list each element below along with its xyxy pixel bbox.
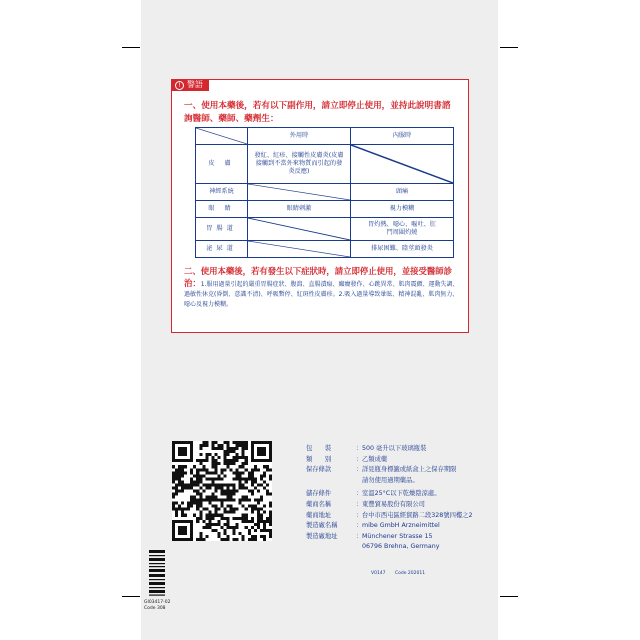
info-key: 類 別 [306, 455, 332, 463]
info-row [306, 476, 472, 487]
table-header-row [196, 128, 454, 145]
table-row-label: 神經系統 [196, 184, 248, 201]
info-value: 500 毫升以下玻璃瓶裝 [362, 445, 427, 452]
table-corner-cell [196, 128, 248, 145]
table-cell-external: 眼睛刺激 [248, 201, 351, 218]
table-row [196, 201, 454, 218]
side-effects-table [195, 127, 454, 258]
table-cell-internal: 視力模糊 [351, 201, 454, 218]
info-row: 製造廠地址 ： Münchener Strasse 15 [306, 532, 472, 543]
table-cell-internal: 排尿困難、陰莖頭發炎 [351, 241, 454, 258]
info-value: Münchener Strasse 15 [362, 532, 433, 540]
table-cell-external: 發紅、紅疹、接觸性皮膚炎(皮膚接觸到不當外來物質而引起的發炎反應) [248, 145, 351, 184]
info-key: 製造廠地址 [306, 532, 338, 540]
warning-heading-2: 二、使用本藥後，若有發生以下症狀時，請立即停止使用，並接受醫師診治： [184, 266, 452, 288]
info-value: 詳見瓶身標籤或紙盒上之保存期限 [362, 466, 457, 474]
table-row [196, 241, 454, 258]
info-value: 室溫25°C以下乾燥陰涼處。 [362, 490, 441, 498]
table-header-external: 外用時 [248, 128, 351, 145]
info-key [306, 476, 356, 487]
crop-mark [500, 47, 518, 48]
warning-tab [171, 79, 209, 91]
warning-heading-1: 一、使用本藥後，若有以下副作用，請立即停止使用，並持此說明書諮詢醫師、藥師、藥劑生： [184, 101, 451, 124]
info-row: 製造廠名稱 ： mibe GmbH Arzneimittel [306, 521, 472, 532]
info-row: 類 別 ： 乙類成藥 [306, 455, 472, 466]
table-row-label: 皮 膚 [196, 145, 248, 184]
table-cell-internal: 胃灼熱、噁心、嘔吐、肛門周圍灼燒 [351, 218, 454, 241]
info-row: 包 裝 ： 500 毫升以下玻璃瓶裝 [306, 444, 472, 455]
info-key: 儲存條件 [306, 490, 332, 498]
exclamation-circle-icon: ! [175, 81, 184, 90]
info-key [306, 542, 356, 553]
info-value: 06796 Brehna, Germany [362, 543, 440, 551]
info-row: 藥商地址 ： 台中市西屯區經貿路二段328號四樓之2 [306, 511, 472, 522]
crop-mark [122, 47, 140, 48]
crop-mark [500, 596, 518, 597]
version-code: V0147 [371, 571, 386, 576]
info-value: 請勿使用過期藥品。 [362, 476, 419, 484]
crop-mark [122, 596, 140, 597]
table-cell-empty [248, 184, 351, 201]
info-value: 乙類成藥 [362, 455, 388, 463]
info-key: 藥商名稱 [306, 500, 332, 508]
table-header-internal: 內服時 [351, 128, 454, 145]
warning-tab-label: 警語 [187, 80, 203, 89]
barcode-label-line-2: Code 308 [144, 606, 166, 611]
table-row [196, 184, 454, 201]
warning-section-2 [184, 266, 460, 310]
table-row-label: 胃腸道 [196, 218, 248, 241]
info-value: mibe GmbH Arzneimittel [362, 522, 440, 530]
qr-code [172, 441, 272, 541]
print-code: Code 202011 [394, 571, 426, 576]
product-info [306, 444, 472, 553]
table-cell-internal: 頭痛 [351, 184, 454, 201]
pharmacode-barcode [149, 550, 165, 596]
info-row: 藥商名稱 ： 東豐貿易股份有限公司 [306, 500, 472, 511]
table-cell-empty [351, 145, 454, 184]
info-row: 儲存條件 ： 室溫25°C以下乾燥陰涼處。 [306, 489, 472, 500]
info-key: 製造廠名稱 [306, 522, 338, 530]
version-codes [371, 571, 433, 576]
info-key: 保存條款 [306, 466, 332, 474]
info-value: 台中市西屯區經貿路二段328號四樓之2 [362, 511, 473, 519]
table-row-label: 眼 睛 [196, 201, 248, 218]
warning-body-2: 1.服用過量引起的嚴重胃腸症狀、腹瀉、直腸潰瘍、癲癇發作、心跳異常、肌肉震顫、運動失調、過敏性休克(昏倒、意識不清)、呼吸暫停、紅斑性皮膚疹。2.吸入過量導致暈眩、精神混亂、肌肉無力、噁心及視力模糊。 [184, 281, 459, 308]
table-cell-empty [248, 241, 351, 258]
warning-box [171, 79, 469, 333]
table-row-label: 泌尿道 [196, 241, 248, 258]
info-key: 包 裝 [306, 445, 332, 452]
info-row [306, 542, 472, 553]
barcode-label [144, 600, 170, 612]
table-row [196, 145, 454, 184]
table-row [196, 218, 454, 241]
info-value: 東豐貿易股份有限公司 [362, 500, 425, 508]
info-row: 保存條款 ： 詳見瓶身標籤或紙盒上之保存期限 [306, 465, 472, 476]
barcode-label-line-1: GI03417-02 [144, 600, 171, 605]
info-key: 藥商地址 [306, 511, 332, 519]
table-cell-empty [248, 218, 351, 241]
